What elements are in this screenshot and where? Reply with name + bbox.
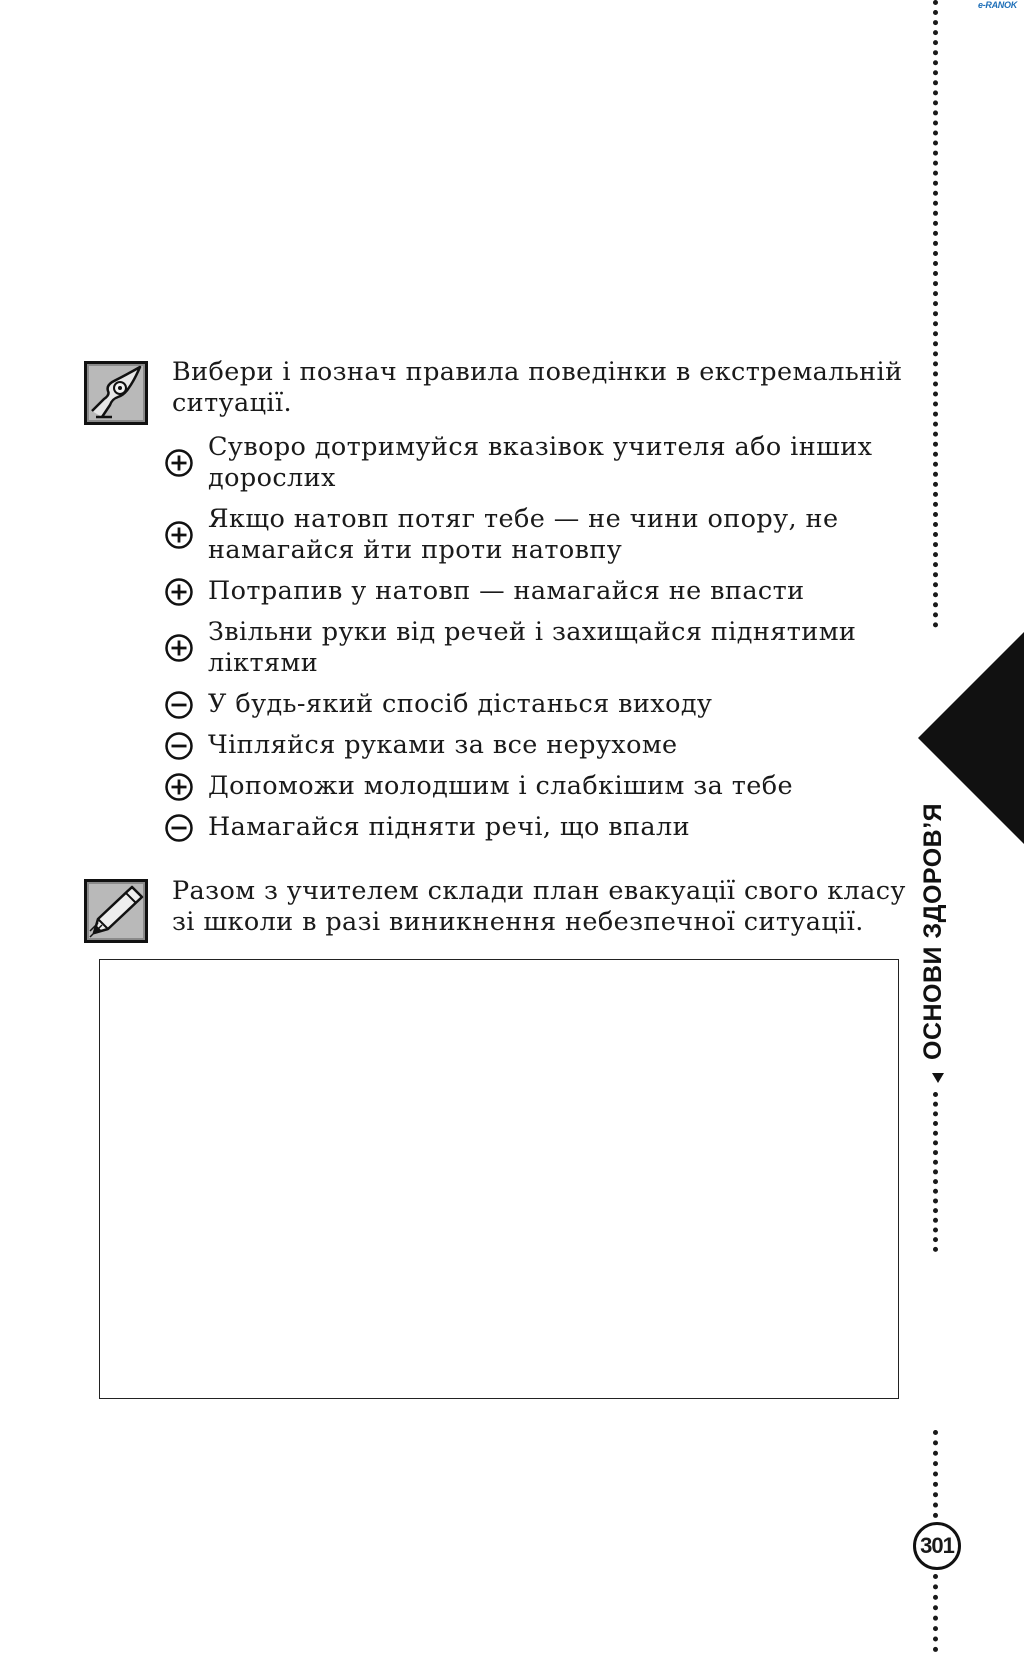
plus-circle-icon: [164, 448, 194, 478]
list-item: [164, 432, 904, 494]
list-item: [164, 730, 904, 761]
rule-text: Суворо дотримуйся вказівок учителя або інших дорослих: [208, 432, 873, 493]
dotted-divider-bottom: [933, 1574, 938, 1652]
dotted-divider-middle: [933, 1092, 938, 1252]
page-number: 301: [913, 1522, 961, 1570]
rule-text: Потрапив у натовп — намагайся не впасти: [208, 576, 805, 606]
list-item: [164, 617, 904, 679]
minus-circle-icon: [164, 731, 194, 761]
plus-circle-icon: [164, 577, 194, 607]
dotted-divider-top: [933, 0, 938, 628]
task1-instruction: Вибери і познач правила поведінки в екстремальній ситуації.: [172, 357, 903, 418]
plus-circle-icon: [164, 772, 194, 802]
minus-circle-icon: [164, 690, 194, 720]
section-title: ОСНОВИ ЗДОРОВ’Я: [919, 802, 947, 1060]
rule-text: Намагайся підняти речі, що впали: [208, 812, 691, 842]
plus-circle-icon: [164, 633, 194, 663]
list-item: [164, 504, 904, 566]
list-item: [164, 689, 904, 720]
rule-text: У будь-який спосіб дістанься виходу: [208, 689, 713, 719]
list-item: [164, 812, 904, 843]
minus-circle-icon: [164, 813, 194, 843]
answer-area[interactable]: [99, 959, 899, 1399]
pencil-icon: [84, 879, 148, 943]
plus-circle-icon: [164, 520, 194, 550]
publisher-logo: e-RANOK: [978, 0, 1017, 10]
tick-mark-icon: [84, 361, 148, 425]
rule-text: Допоможи молодшим і слабкішим за тебе: [208, 771, 793, 801]
rule-text: Звільни руки від речей і захищайся піднятими ліктями: [208, 617, 857, 678]
rule-text: Чіпляйся руками за все нерухоме: [208, 730, 678, 760]
list-item: [164, 771, 904, 802]
dotted-divider-lower: [933, 1430, 938, 1518]
rules-list: [164, 432, 904, 853]
rule-text: Якщо натовп потяг тебе — не чини опору, не намагайся йти проти натовпу: [208, 504, 839, 565]
list-item: [164, 576, 904, 607]
arrow-marker-icon: [932, 1073, 944, 1083]
task2-instruction: Разом з учителем склади план евакуації свого класу зі школи в разі виникнення небезпечної ситуації.: [172, 876, 906, 937]
